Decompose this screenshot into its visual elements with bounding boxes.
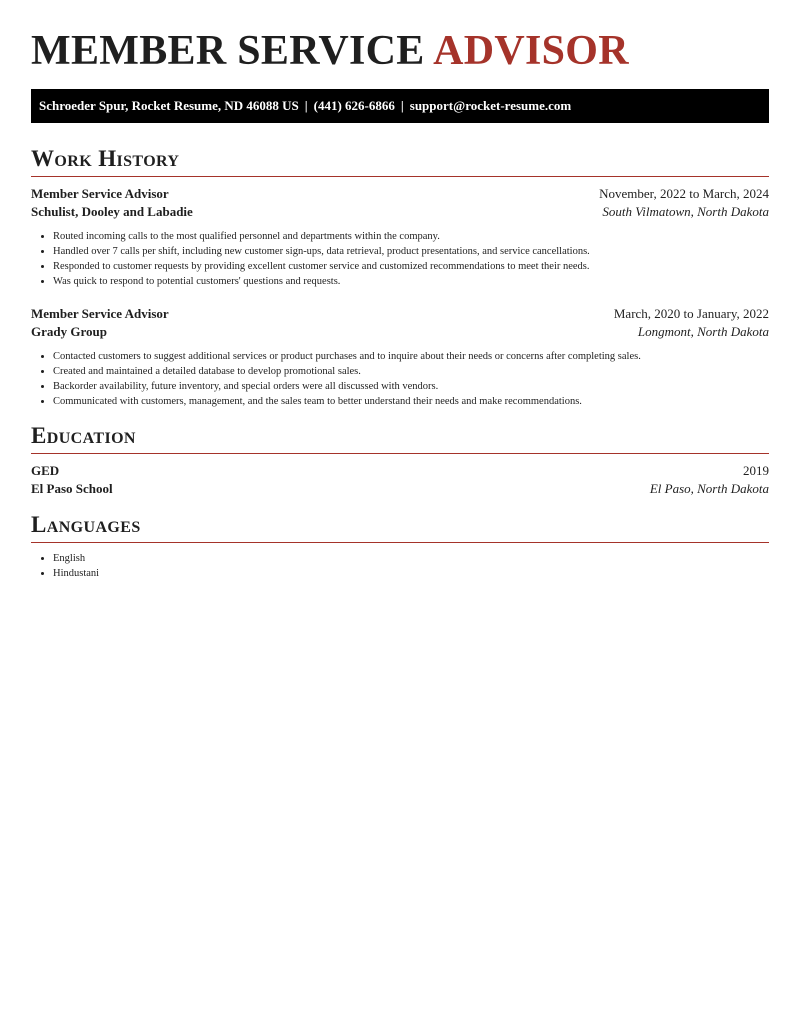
contact-bar xyxy=(31,89,769,123)
job-title-row xyxy=(31,305,769,323)
name-accent-part: ADVISOR xyxy=(433,28,629,74)
contact-separator: | xyxy=(400,98,404,113)
resume-name xyxy=(31,0,769,74)
job-bullet: • Backorder availability, future inventory, and special orders were all discussed with vendors. xyxy=(53,379,769,394)
languages-list xyxy=(31,551,769,581)
education-heading: Education xyxy=(31,423,769,454)
job-location: Longmont, North Dakota xyxy=(637,324,769,339)
contact-address: Schroeder Spur, Rocket Resume, ND 46088 US xyxy=(39,98,299,113)
education-entry xyxy=(31,462,769,498)
name-first-part: MEMBER SERVICE xyxy=(31,28,425,74)
job-company: Grady Group xyxy=(31,324,107,339)
job-bullet: • Was quick to respond to potential customers' questions and requests. xyxy=(53,274,769,289)
education-school-row xyxy=(31,480,769,498)
job-bullet: • Communicated with customers, management, and the sales team to better understand their needs and make recommendations. xyxy=(53,394,769,409)
language-item: • Hindustani xyxy=(53,566,769,581)
job-title: Member Service Advisor xyxy=(31,306,169,321)
job-dates: November, 2022 to March, 2024 xyxy=(599,186,769,201)
job-title-row xyxy=(31,185,769,203)
job-bullet: • Contacted customers to suggest additional services or product purchases and to inquire about their needs or concerns after completing sales. xyxy=(53,349,769,364)
job-bullet: • Responded to customer requests by providing excellent customer service and customized recommendations to meet their needs. xyxy=(53,259,769,274)
education-school: El Paso School xyxy=(31,481,113,496)
job-bullets xyxy=(31,229,769,289)
job-company-row xyxy=(31,323,769,341)
job-company-row xyxy=(31,203,769,221)
job-bullet: • Routed incoming calls to the most qualified personnel and departments within the company. xyxy=(53,229,769,244)
contact-separator: | xyxy=(304,98,308,113)
job-entry xyxy=(31,185,769,289)
contact-email: support@rocket-resume.com xyxy=(409,98,572,113)
job-bullet: • Created and maintained a detailed database to develop promotional sales. xyxy=(53,364,769,379)
languages-heading: Languages xyxy=(31,512,769,543)
work-history-heading: Work History xyxy=(31,146,769,177)
job-title: Member Service Advisor xyxy=(31,186,169,201)
job-entry xyxy=(31,305,769,409)
contact-phone: (441) 626-6866 xyxy=(313,98,395,113)
education-location: El Paso, North Dakota xyxy=(649,481,769,496)
education-degree-row xyxy=(31,462,769,480)
job-company: Schulist, Dooley and Labadie xyxy=(31,204,193,219)
job-location: South Vilmatown, North Dakota xyxy=(602,204,769,219)
education-year: 2019 xyxy=(743,463,769,478)
job-bullet: • Handled over 7 calls per shift, including new customer sign-ups, data retrieval, product presentations, and service cancellations. xyxy=(53,244,769,259)
education-degree: GED xyxy=(31,463,60,478)
job-bullets xyxy=(31,349,769,409)
job-dates: March, 2020 to January, 2022 xyxy=(613,306,769,321)
language-item: • English xyxy=(53,551,769,566)
